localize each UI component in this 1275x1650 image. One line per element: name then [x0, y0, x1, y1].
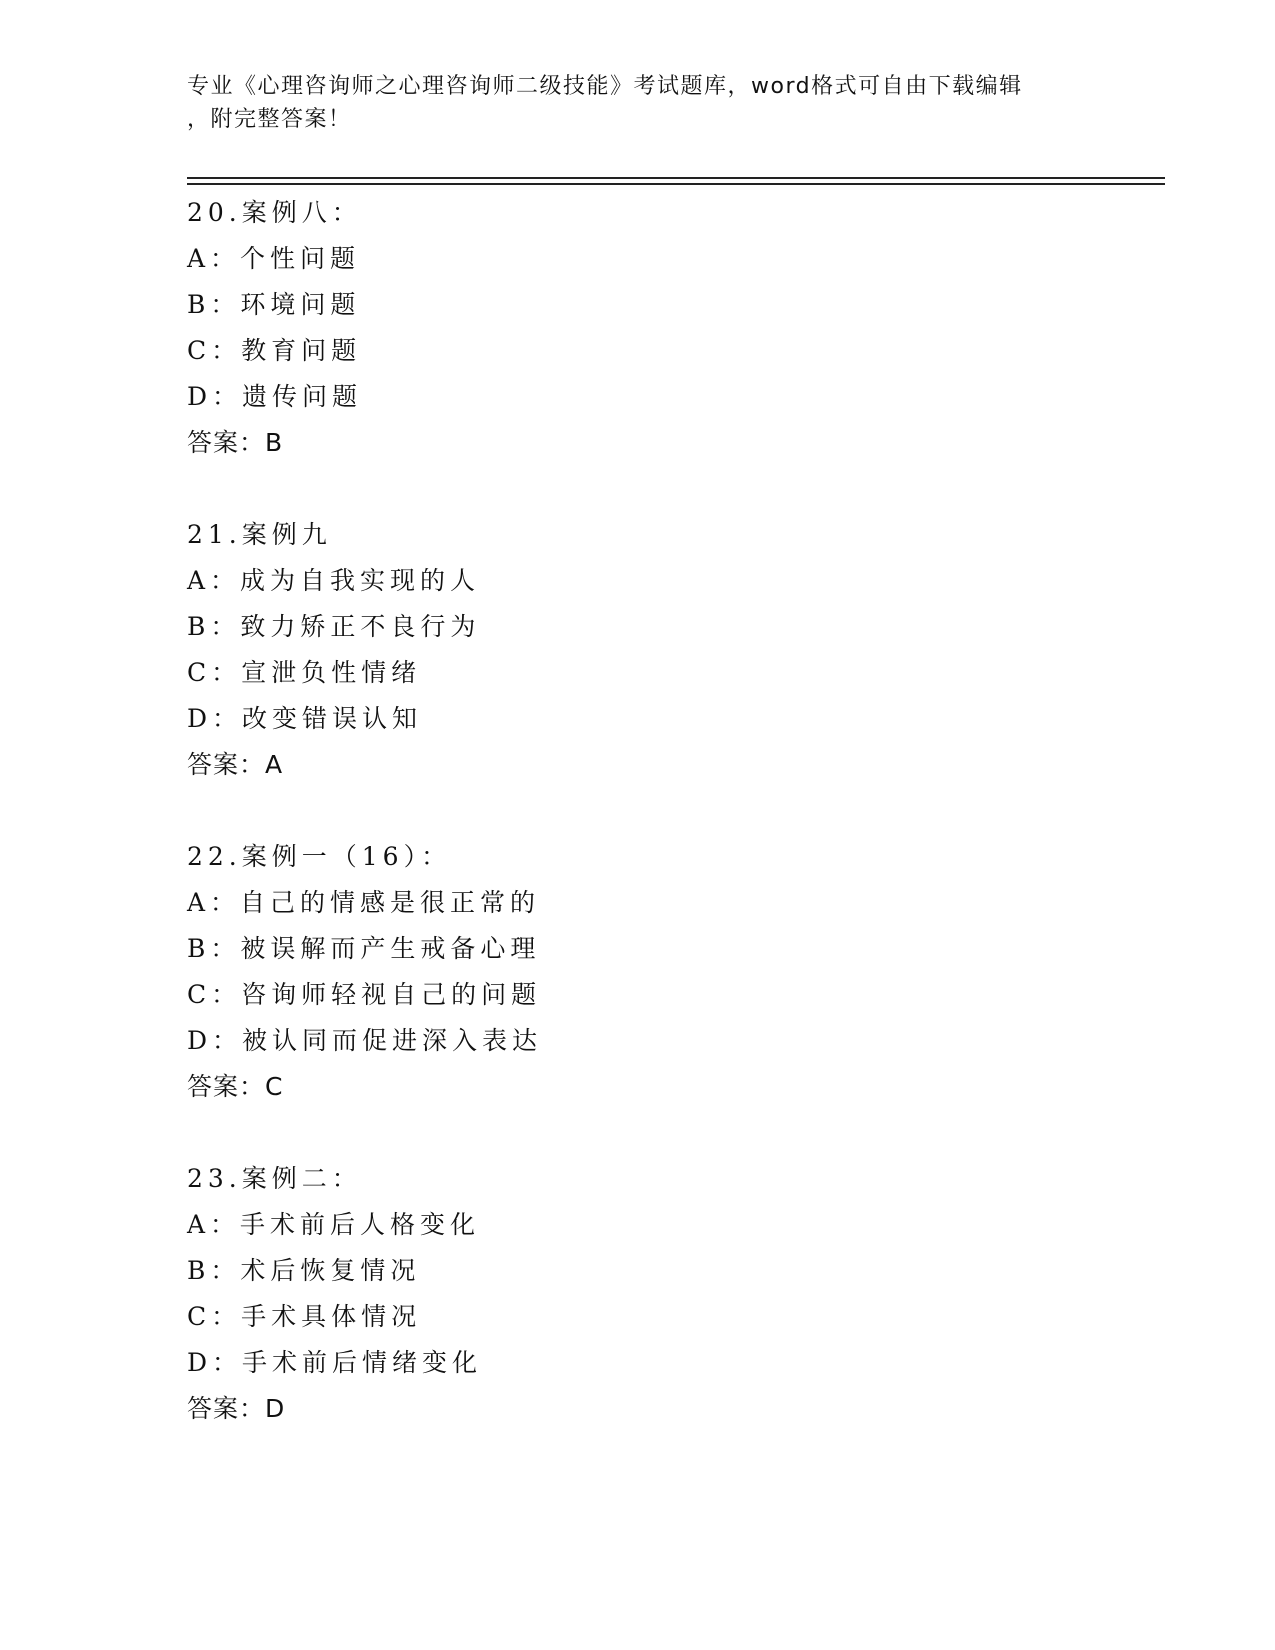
- option-d: D：被认同而促进深入表达: [187, 1026, 543, 1055]
- option-a: A：自己的情感是很正常的: [187, 888, 541, 917]
- option-b: B：被误解而产生戒备心理: [187, 934, 541, 963]
- header-line-2: ，附完整答案！: [187, 107, 352, 132]
- answer-line: 答案：D: [187, 1394, 286, 1423]
- option-c: C：咨询师轻视自己的问题: [187, 980, 542, 1009]
- option-a: A：个性问题: [187, 244, 361, 273]
- option-c: C：教育问题: [187, 336, 362, 365]
- answer-line: 答案：B: [187, 428, 284, 457]
- answer-line: 答案：C: [187, 1072, 284, 1101]
- question-stem: 21.案例九: [187, 520, 332, 549]
- document-header: [187, 70, 1087, 136]
- option-d: D：手术前后情绪变化: [187, 1348, 483, 1377]
- option-a: A：手术前后人格变化: [187, 1210, 481, 1239]
- option-a: A：成为自我实现的人: [187, 566, 481, 595]
- option-c: C：宣泄负性情绪: [187, 658, 422, 687]
- question-stem: 20.案例八：: [187, 198, 362, 227]
- question-list: [187, 190, 1147, 1478]
- question-stem: 22.案例一（16）：: [187, 842, 452, 871]
- question-stem: 23.案例二：: [187, 1164, 362, 1193]
- option-c: C：手术具体情况: [187, 1302, 422, 1331]
- option-b: B：环境问题: [187, 290, 361, 319]
- question-21: [187, 512, 1147, 788]
- option-d: D：遗传问题: [187, 382, 363, 411]
- question-23: [187, 1156, 1147, 1432]
- option-b: B：术后恢复情况: [187, 1256, 421, 1285]
- question-20: [187, 190, 1147, 466]
- header-divider-bottom: [187, 183, 1165, 185]
- header-line-1: 专业《心理咨询师之心理咨询师二级技能》考试题库，word格式可自由下载编辑: [187, 74, 1023, 99]
- option-b: B：致力矫正不良行为: [187, 612, 481, 641]
- answer-line: 答案：A: [187, 750, 284, 779]
- header-divider-top: [187, 177, 1165, 179]
- question-22: [187, 834, 1147, 1110]
- option-d: D：改变错误认知: [187, 704, 423, 733]
